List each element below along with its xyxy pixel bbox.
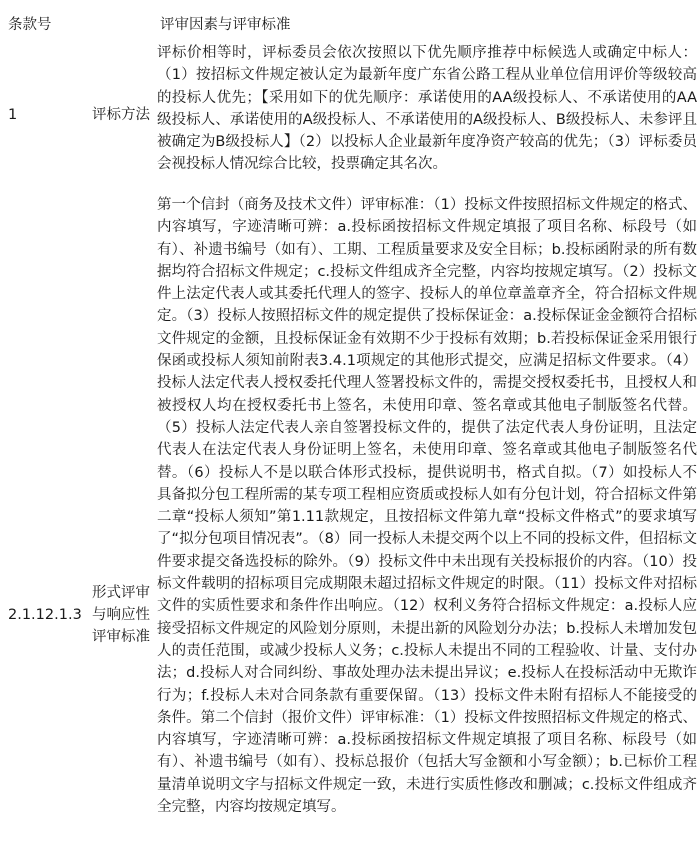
table-row [0, 194, 700, 864]
clause-number: 2.1.12.1.3 [8, 607, 82, 623]
header-criteria: 评审因素与评审标准 [160, 17, 291, 33]
clause-name: 评标方法 [92, 107, 150, 123]
clause-name: 形式评审与响应性评审标准 [92, 585, 150, 645]
clause-criteria-text [157, 194, 697, 818]
criteria-paragraph: 第一个信封（商务及技术文件）评审标准：（1）投标文件按照招标文件规定的格式、内容填写，字迹清晰可辨：a.投标函按招标文件规定填报了项目名称、标段号（如有）、补遗书编号（如有）、工期、工程质量要求及安全目标；b.投标函附录的所有数据均符合招标文件规定；c.投标文件组成齐全完整，内容均按规定填写。（2）投标文件上法定代表人或其委托代理人的签字、投标人的单位章盖章齐全，符合招标文件规定。（3）投标人按照招标文件的规定提供了投标保证金：a.投标保证金金额符合招标文件规定的金额，且投标保证金有效期不少于投标有效期；b.若投标保证金采用银行保函或投标人须知前附表3.4.1项规定的其他形式提交，应满足招标文件要求。（4）投标人法定代表人授权委托代理人签署投标文件的，需提交授权委托书，且授权人和被授权人均在授权委托书上签名，未使用印章、签名章或其他电子制版签名代替。（5）投标人法定代表人亲自签署投标文件的，提供了法定代表人身份证明，且法定代表人在法定代表人身份证明上签名，未使用印章、签名章或其他电子制版签名代替。（6）投标人不是以联合体形式投标，提供说明书，格式自拟。（7）如投标人不具备拟分包工程所需的某专项工程相应资质或投标人如有分包计划，符合招标文件第二章“投标人须知”第1.11款规定，且按招标文件第九章“投标文件格式”的要求填写了“拟分包项目情况表”。（8）同一投标人未提交两个以上不同的投标文件，但招标文件要求提交备选投标的除外。（9）投标文件中未出现有关投标报价的内容。（10）投标文件载明的招标项目完成期限未超过招标文件规定的时限。（11）投标文件对招标文件的实质性要求和条件作出响应。（12）权利义务符合招标文件规定：a.投标人应接受招标文件规定的风险划分原则，未提出新的风险划分办法；b.投标人未增加发包人的责任范围，或减少投标人义务；c.投标人未提出不同的工程验收、计量、支付办法；d.投标人对合同纠纷、事故处理办法未提出异议；e.投标人在投标活动中无欺诈行为；f.投标人未对合同条款有重要保留。（13）投标文件未附有招标人不能接受的条件。第二个信封（报价文件）评审标准：（1）投标文件按照招标文件规定的格式、内容填写，字迹清晰可辨：a.投标函按招标文件规定填报了项目名称、标段号（如有）、补遗书编号（如有）、投标总报价（包括大写金额和小写金额）；b.已标价工程量清单说明文字与招标文件规定一致，未进行实质性修改和删减；c.投标文件组成齐全完整，内容均按规定填写。 [157, 197, 697, 816]
clause-criteria-text [157, 42, 697, 176]
clause-number: 1 [8, 107, 18, 123]
header-clause-number: 条款号 [8, 17, 52, 33]
table-row [0, 42, 700, 190]
criteria-paragraph: 评标价相等时，评标委员会依次按照以下优先顺序推荐中标候选人或确定中标人：（1）按招标文件规定被认定为最新年度广东省公路工程从业单位信用评价等级较高的投标人优先；【采用如下的优先顺序：承诺使用的AA级投标人、不承诺使用的AA级投标人、承诺使用的A级投标人、不承诺使用的A级投标人、B级投标人、未参评且被确定为B级投标人】（2）以投标人企业最新年度净资产较高的优先；（3）评标委员会视投标人情况综合比较，投票确定其名次。 [157, 45, 697, 173]
